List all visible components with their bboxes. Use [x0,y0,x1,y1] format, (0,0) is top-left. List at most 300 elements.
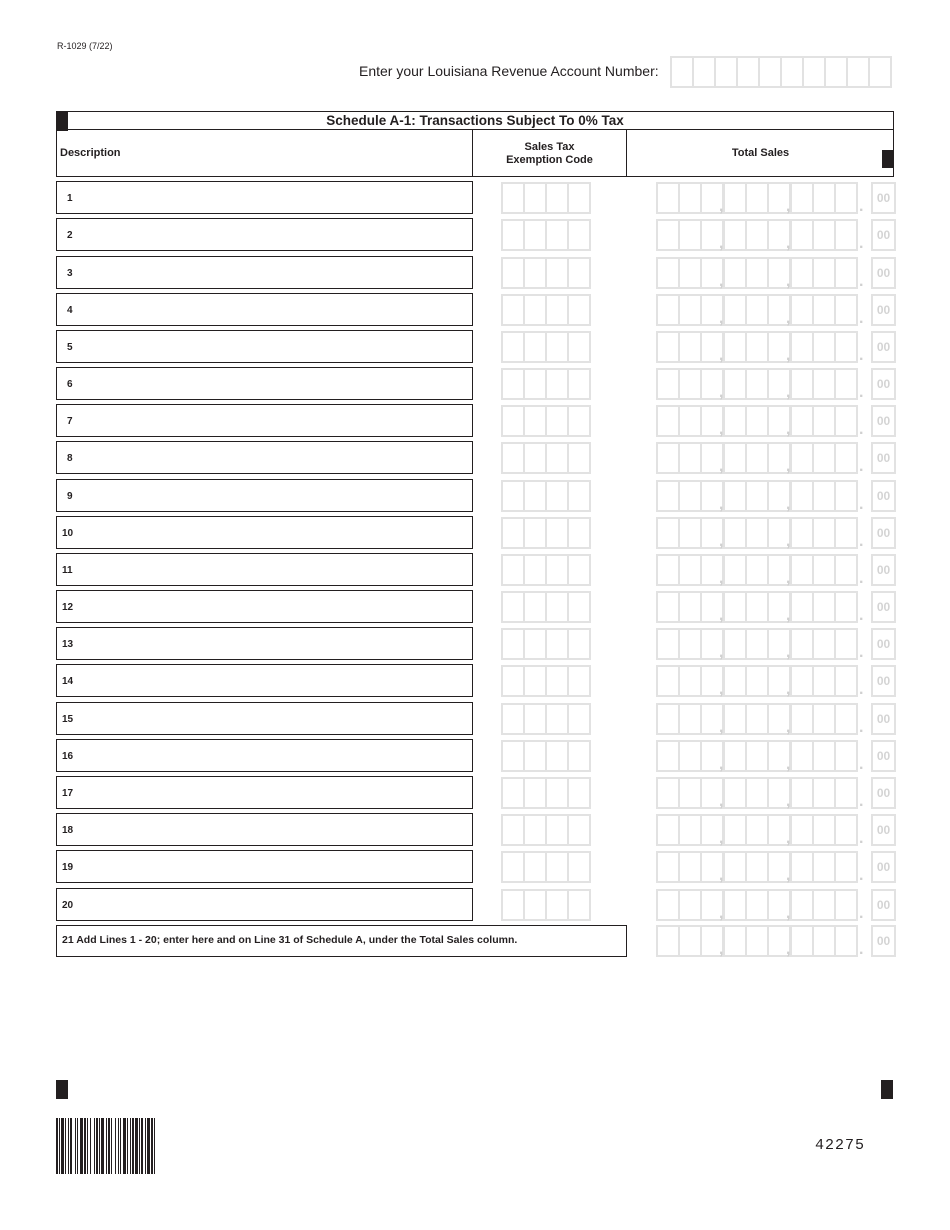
amount-digit-group[interactable] [723,331,791,363]
amount-digit-box[interactable] [814,927,836,955]
total-sales-field[interactable] [656,442,896,474]
amount-digit-box[interactable] [747,407,769,435]
amount-digit-box[interactable] [747,891,769,919]
amount-digit-box[interactable] [836,444,856,472]
exemption-code-box[interactable] [503,556,525,584]
amount-digit-box[interactable] [836,370,856,398]
amount-digit-box[interactable] [725,519,747,547]
exemption-code-box[interactable] [503,482,525,510]
exemption-code-box[interactable] [569,259,589,287]
amount-digit-box[interactable] [680,444,702,472]
description-field[interactable] [56,479,473,512]
exemption-code-box[interactable] [547,296,569,324]
exemption-code-box[interactable] [569,407,589,435]
amount-digit-box[interactable] [658,891,680,919]
amount-digit-group[interactable] [656,405,724,437]
amount-digit-box[interactable] [658,593,680,621]
description-field[interactable] [56,293,473,326]
amount-digit-box[interactable] [836,667,856,695]
account-digit-box[interactable] [782,58,804,86]
amount-digit-box[interactable] [658,333,680,361]
amount-digit-box[interactable] [725,370,747,398]
amount-digit-box[interactable] [814,742,836,770]
amount-digit-box[interactable] [814,593,836,621]
amount-digit-box[interactable] [792,259,814,287]
amount-digit-box[interactable] [836,816,856,844]
exemption-code-box[interactable] [547,667,569,695]
exemption-code-field[interactable] [501,442,591,474]
exemption-code-field[interactable] [501,777,591,809]
exemption-code-box[interactable] [547,742,569,770]
exemption-code-box[interactable] [525,407,547,435]
amount-digit-box[interactable] [658,667,680,695]
amount-digit-box[interactable] [725,444,747,472]
amount-digit-group[interactable] [656,257,724,289]
amount-digit-box[interactable] [680,853,702,881]
amount-digit-box[interactable] [725,667,747,695]
amount-digit-group[interactable] [790,591,858,623]
description-field[interactable] [56,702,473,735]
exemption-code-box[interactable] [525,779,547,807]
exemption-code-box[interactable] [547,556,569,584]
amount-digit-box[interactable] [792,853,814,881]
description-field[interactable] [56,664,473,697]
amount-digit-group[interactable] [723,591,791,623]
exemption-code-box[interactable] [569,816,589,844]
description-field[interactable] [56,776,473,809]
amount-digit-box[interactable] [680,519,702,547]
exemption-code-box[interactable] [525,705,547,733]
amount-digit-box[interactable] [836,779,856,807]
amount-digit-box[interactable] [725,816,747,844]
amount-digit-box[interactable] [725,296,747,324]
amount-digit-group[interactable] [790,740,858,772]
total-sales-field[interactable] [656,294,896,326]
exemption-code-box[interactable] [569,221,589,249]
exemption-code-box[interactable] [547,221,569,249]
amount-digit-box[interactable] [658,221,680,249]
exemption-code-box[interactable] [569,853,589,881]
amount-digit-group[interactable] [723,405,791,437]
amount-digit-box[interactable] [836,482,856,510]
amount-digit-group[interactable] [656,889,724,921]
exemption-code-box[interactable] [569,630,589,658]
account-digit-box[interactable] [848,58,870,86]
amount-digit-group[interactable] [723,517,791,549]
exemption-code-box[interactable] [569,296,589,324]
amount-digit-box[interactable] [792,630,814,658]
amount-digit-group[interactable] [656,554,724,586]
amount-digit-box[interactable] [747,482,769,510]
amount-digit-box[interactable] [792,370,814,398]
amount-digit-box[interactable] [658,407,680,435]
amount-digit-group[interactable] [723,889,791,921]
amount-digit-box[interactable] [814,519,836,547]
exemption-code-field[interactable] [501,405,591,437]
amount-digit-box[interactable] [792,705,814,733]
amount-digit-box[interactable] [658,705,680,733]
amount-digit-box[interactable] [747,705,769,733]
total-sales-field[interactable] [656,182,896,214]
amount-digit-box[interactable] [658,444,680,472]
total-sales-field[interactable] [656,814,896,846]
exemption-code-box[interactable] [547,891,569,919]
exemption-code-box[interactable] [525,742,547,770]
exemption-code-box[interactable] [525,593,547,621]
exemption-code-box[interactable] [503,667,525,695]
amount-digit-box[interactable] [680,630,702,658]
amount-digit-box[interactable] [836,519,856,547]
exemption-code-box[interactable] [525,667,547,695]
exemption-code-box[interactable] [503,779,525,807]
amount-digit-box[interactable] [747,667,769,695]
exemption-code-box[interactable] [569,556,589,584]
description-field[interactable] [56,441,473,474]
amount-digit-box[interactable] [680,593,702,621]
amount-digit-box[interactable] [658,630,680,658]
amount-digit-group[interactable] [790,331,858,363]
amount-digit-box[interactable] [836,259,856,287]
amount-digit-box[interactable] [792,482,814,510]
amount-digit-box[interactable] [658,927,680,955]
amount-digit-box[interactable] [725,891,747,919]
amount-digit-group[interactable] [790,405,858,437]
amount-digit-group[interactable] [790,257,858,289]
amount-digit-box[interactable] [836,593,856,621]
description-field[interactable] [56,256,473,289]
amount-digit-box[interactable] [680,927,702,955]
exemption-code-field[interactable] [501,182,591,214]
amount-digit-box[interactable] [814,407,836,435]
exemption-code-box[interactable] [503,519,525,547]
description-field[interactable] [56,590,473,623]
amount-digit-group[interactable] [790,219,858,251]
amount-digit-group[interactable] [656,442,724,474]
amount-digit-box[interactable] [747,221,769,249]
exemption-code-box[interactable] [503,407,525,435]
amount-digit-group[interactable] [656,331,724,363]
account-digit-box[interactable] [870,58,890,86]
amount-digit-box[interactable] [836,221,856,249]
amount-digit-box[interactable] [658,482,680,510]
amount-digit-group[interactable] [723,851,791,883]
description-field[interactable] [56,367,473,400]
amount-digit-box[interactable] [836,333,856,361]
amount-digit-group[interactable] [790,480,858,512]
exemption-code-box[interactable] [569,482,589,510]
amount-digit-box[interactable] [680,779,702,807]
exemption-code-box[interactable] [547,259,569,287]
amount-digit-group[interactable] [723,703,791,735]
total-sales-field[interactable] [656,740,896,772]
amount-digit-box[interactable] [658,296,680,324]
amount-digit-group[interactable] [656,368,724,400]
account-digit-box[interactable] [760,58,782,86]
exemption-code-box[interactable] [525,259,547,287]
total-sales-field[interactable] [656,665,896,697]
amount-digit-group[interactable] [723,814,791,846]
exemption-code-box[interactable] [525,333,547,361]
amount-digit-box[interactable] [680,221,702,249]
amount-digit-box[interactable] [836,742,856,770]
amount-digit-group[interactable] [723,554,791,586]
amount-digit-box[interactable] [725,593,747,621]
amount-digit-box[interactable] [814,779,836,807]
amount-digit-box[interactable] [747,927,769,955]
description-field[interactable] [56,813,473,846]
amount-digit-box[interactable] [814,259,836,287]
amount-digit-box[interactable] [836,705,856,733]
exemption-code-box[interactable] [569,667,589,695]
exemption-code-field[interactable] [501,331,591,363]
exemption-code-box[interactable] [547,519,569,547]
amount-digit-group[interactable] [790,703,858,735]
amount-digit-box[interactable] [836,556,856,584]
exemption-code-box[interactable] [569,184,589,212]
amount-digit-box[interactable] [725,184,747,212]
exemption-code-box[interactable] [547,184,569,212]
total-sales-field[interactable] [656,925,896,957]
amount-digit-group[interactable] [656,740,724,772]
exemption-code-box[interactable] [503,296,525,324]
amount-digit-box[interactable] [836,927,856,955]
amount-digit-group[interactable] [790,665,858,697]
amount-digit-box[interactable] [836,630,856,658]
amount-digit-box[interactable] [725,705,747,733]
amount-digit-box[interactable] [658,556,680,584]
amount-digit-box[interactable] [747,296,769,324]
amount-digit-group[interactable] [656,591,724,623]
amount-digit-box[interactable] [792,667,814,695]
total-sales-field[interactable] [656,703,896,735]
exemption-code-box[interactable] [569,370,589,398]
exemption-code-box[interactable] [503,816,525,844]
amount-digit-box[interactable] [680,370,702,398]
amount-digit-box[interactable] [658,853,680,881]
amount-digit-box[interactable] [792,184,814,212]
exemption-code-box[interactable] [503,853,525,881]
exemption-code-field[interactable] [501,294,591,326]
exemption-code-box[interactable] [525,296,547,324]
exemption-code-field[interactable] [501,665,591,697]
exemption-code-box[interactable] [547,593,569,621]
exemption-code-field[interactable] [501,257,591,289]
exemption-code-field[interactable] [501,851,591,883]
amount-digit-group[interactable] [656,219,724,251]
exemption-code-field[interactable] [501,814,591,846]
amount-digit-box[interactable] [680,259,702,287]
exemption-code-box[interactable] [503,333,525,361]
amount-digit-group[interactable] [656,851,724,883]
amount-digit-box[interactable] [680,705,702,733]
amount-digit-box[interactable] [658,779,680,807]
exemption-code-box[interactable] [525,221,547,249]
amount-digit-box[interactable] [814,556,836,584]
amount-digit-group[interactable] [723,628,791,660]
exemption-code-box[interactable] [525,444,547,472]
total-sales-field[interactable] [656,628,896,660]
amount-digit-group[interactable] [723,219,791,251]
total-sales-field[interactable] [656,331,896,363]
exemption-code-box[interactable] [547,779,569,807]
amount-digit-group[interactable] [656,665,724,697]
amount-digit-box[interactable] [725,221,747,249]
amount-digit-box[interactable] [680,482,702,510]
amount-digit-box[interactable] [836,407,856,435]
amount-digit-box[interactable] [658,370,680,398]
amount-digit-box[interactable] [792,519,814,547]
amount-digit-group[interactable] [656,814,724,846]
account-number-field[interactable] [670,56,892,88]
amount-digit-group[interactable] [656,294,724,326]
amount-digit-group[interactable] [790,182,858,214]
exemption-code-box[interactable] [525,370,547,398]
total-sales-field[interactable] [656,219,896,251]
exemption-code-field[interactable] [501,628,591,660]
amount-digit-box[interactable] [747,593,769,621]
description-field[interactable] [56,553,473,586]
amount-digit-group[interactable] [723,480,791,512]
amount-digit-group[interactable] [656,480,724,512]
amount-digit-group[interactable] [723,294,791,326]
amount-digit-box[interactable] [792,556,814,584]
amount-digit-group[interactable] [656,628,724,660]
amount-digit-box[interactable] [680,742,702,770]
amount-digit-box[interactable] [814,333,836,361]
exemption-code-box[interactable] [547,630,569,658]
amount-digit-box[interactable] [658,259,680,287]
description-field[interactable] [56,181,473,214]
amount-digit-box[interactable] [725,482,747,510]
amount-digit-box[interactable] [836,891,856,919]
amount-digit-group[interactable] [723,777,791,809]
exemption-code-box[interactable] [503,630,525,658]
amount-digit-box[interactable] [814,630,836,658]
amount-digit-box[interactable] [792,927,814,955]
exemption-code-box[interactable] [503,444,525,472]
exemption-code-box[interactable] [547,444,569,472]
exemption-code-box[interactable] [525,556,547,584]
amount-digit-box[interactable] [836,853,856,881]
exemption-code-box[interactable] [525,891,547,919]
amount-digit-box[interactable] [725,742,747,770]
exemption-code-box[interactable] [547,407,569,435]
amount-digit-box[interactable] [725,779,747,807]
exemption-code-field[interactable] [501,480,591,512]
amount-digit-box[interactable] [725,927,747,955]
exemption-code-box[interactable] [525,853,547,881]
amount-digit-box[interactable] [792,742,814,770]
amount-digit-box[interactable] [725,556,747,584]
amount-digit-box[interactable] [747,259,769,287]
exemption-code-box[interactable] [503,705,525,733]
account-digit-box[interactable] [716,58,738,86]
exemption-code-box[interactable] [569,333,589,361]
description-field[interactable] [56,739,473,772]
amount-digit-box[interactable] [792,891,814,919]
amount-digit-box[interactable] [814,370,836,398]
amount-digit-box[interactable] [747,853,769,881]
amount-digit-group[interactable] [790,628,858,660]
description-field[interactable] [56,627,473,660]
amount-digit-box[interactable] [792,407,814,435]
amount-digit-group[interactable] [723,925,791,957]
exemption-code-box[interactable] [569,742,589,770]
amount-digit-box[interactable] [747,556,769,584]
amount-digit-box[interactable] [814,705,836,733]
amount-digit-box[interactable] [747,333,769,361]
amount-digit-group[interactable] [723,665,791,697]
exemption-code-box[interactable] [547,853,569,881]
account-digit-box[interactable] [804,58,826,86]
amount-digit-box[interactable] [680,816,702,844]
exemption-code-box[interactable] [503,221,525,249]
amount-digit-box[interactable] [680,407,702,435]
exemption-code-box[interactable] [525,630,547,658]
exemption-code-box[interactable] [569,891,589,919]
exemption-code-box[interactable] [503,593,525,621]
exemption-code-box[interactable] [547,333,569,361]
amount-digit-box[interactable] [747,630,769,658]
account-digit-box[interactable] [672,58,694,86]
amount-digit-box[interactable] [680,556,702,584]
total-sales-field[interactable] [656,851,896,883]
amount-digit-group[interactable] [723,442,791,474]
exemption-code-box[interactable] [525,519,547,547]
exemption-code-field[interactable] [501,591,591,623]
amount-digit-box[interactable] [814,296,836,324]
total-sales-field[interactable] [656,405,896,437]
amount-digit-box[interactable] [658,184,680,212]
description-field[interactable] [56,516,473,549]
exemption-code-field[interactable] [501,368,591,400]
amount-digit-box[interactable] [680,891,702,919]
exemption-code-field[interactable] [501,554,591,586]
description-field[interactable] [56,218,473,251]
exemption-code-box[interactable] [547,482,569,510]
amount-digit-group[interactable] [790,517,858,549]
amount-digit-box[interactable] [792,444,814,472]
amount-digit-group[interactable] [790,814,858,846]
amount-digit-group[interactable] [656,517,724,549]
exemption-code-box[interactable] [503,891,525,919]
amount-digit-box[interactable] [814,482,836,510]
exemption-code-field[interactable] [501,703,591,735]
amount-digit-box[interactable] [792,333,814,361]
amount-digit-box[interactable] [792,221,814,249]
amount-digit-box[interactable] [680,184,702,212]
amount-digit-box[interactable] [792,816,814,844]
amount-digit-group[interactable] [723,368,791,400]
amount-digit-box[interactable] [747,779,769,807]
exemption-code-box[interactable] [525,482,547,510]
exemption-code-box[interactable] [569,519,589,547]
amount-digit-box[interactable] [836,184,856,212]
amount-digit-box[interactable] [814,184,836,212]
amount-digit-box[interactable] [747,184,769,212]
amount-digit-box[interactable] [747,370,769,398]
amount-digit-group[interactable] [656,777,724,809]
exemption-code-box[interactable] [569,705,589,733]
amount-digit-box[interactable] [814,221,836,249]
description-field[interactable] [56,850,473,883]
amount-digit-box[interactable] [680,296,702,324]
total-sales-field[interactable] [656,889,896,921]
exemption-code-box[interactable] [525,816,547,844]
amount-digit-box[interactable] [725,333,747,361]
description-field[interactable] [56,330,473,363]
exemption-code-box[interactable] [569,593,589,621]
